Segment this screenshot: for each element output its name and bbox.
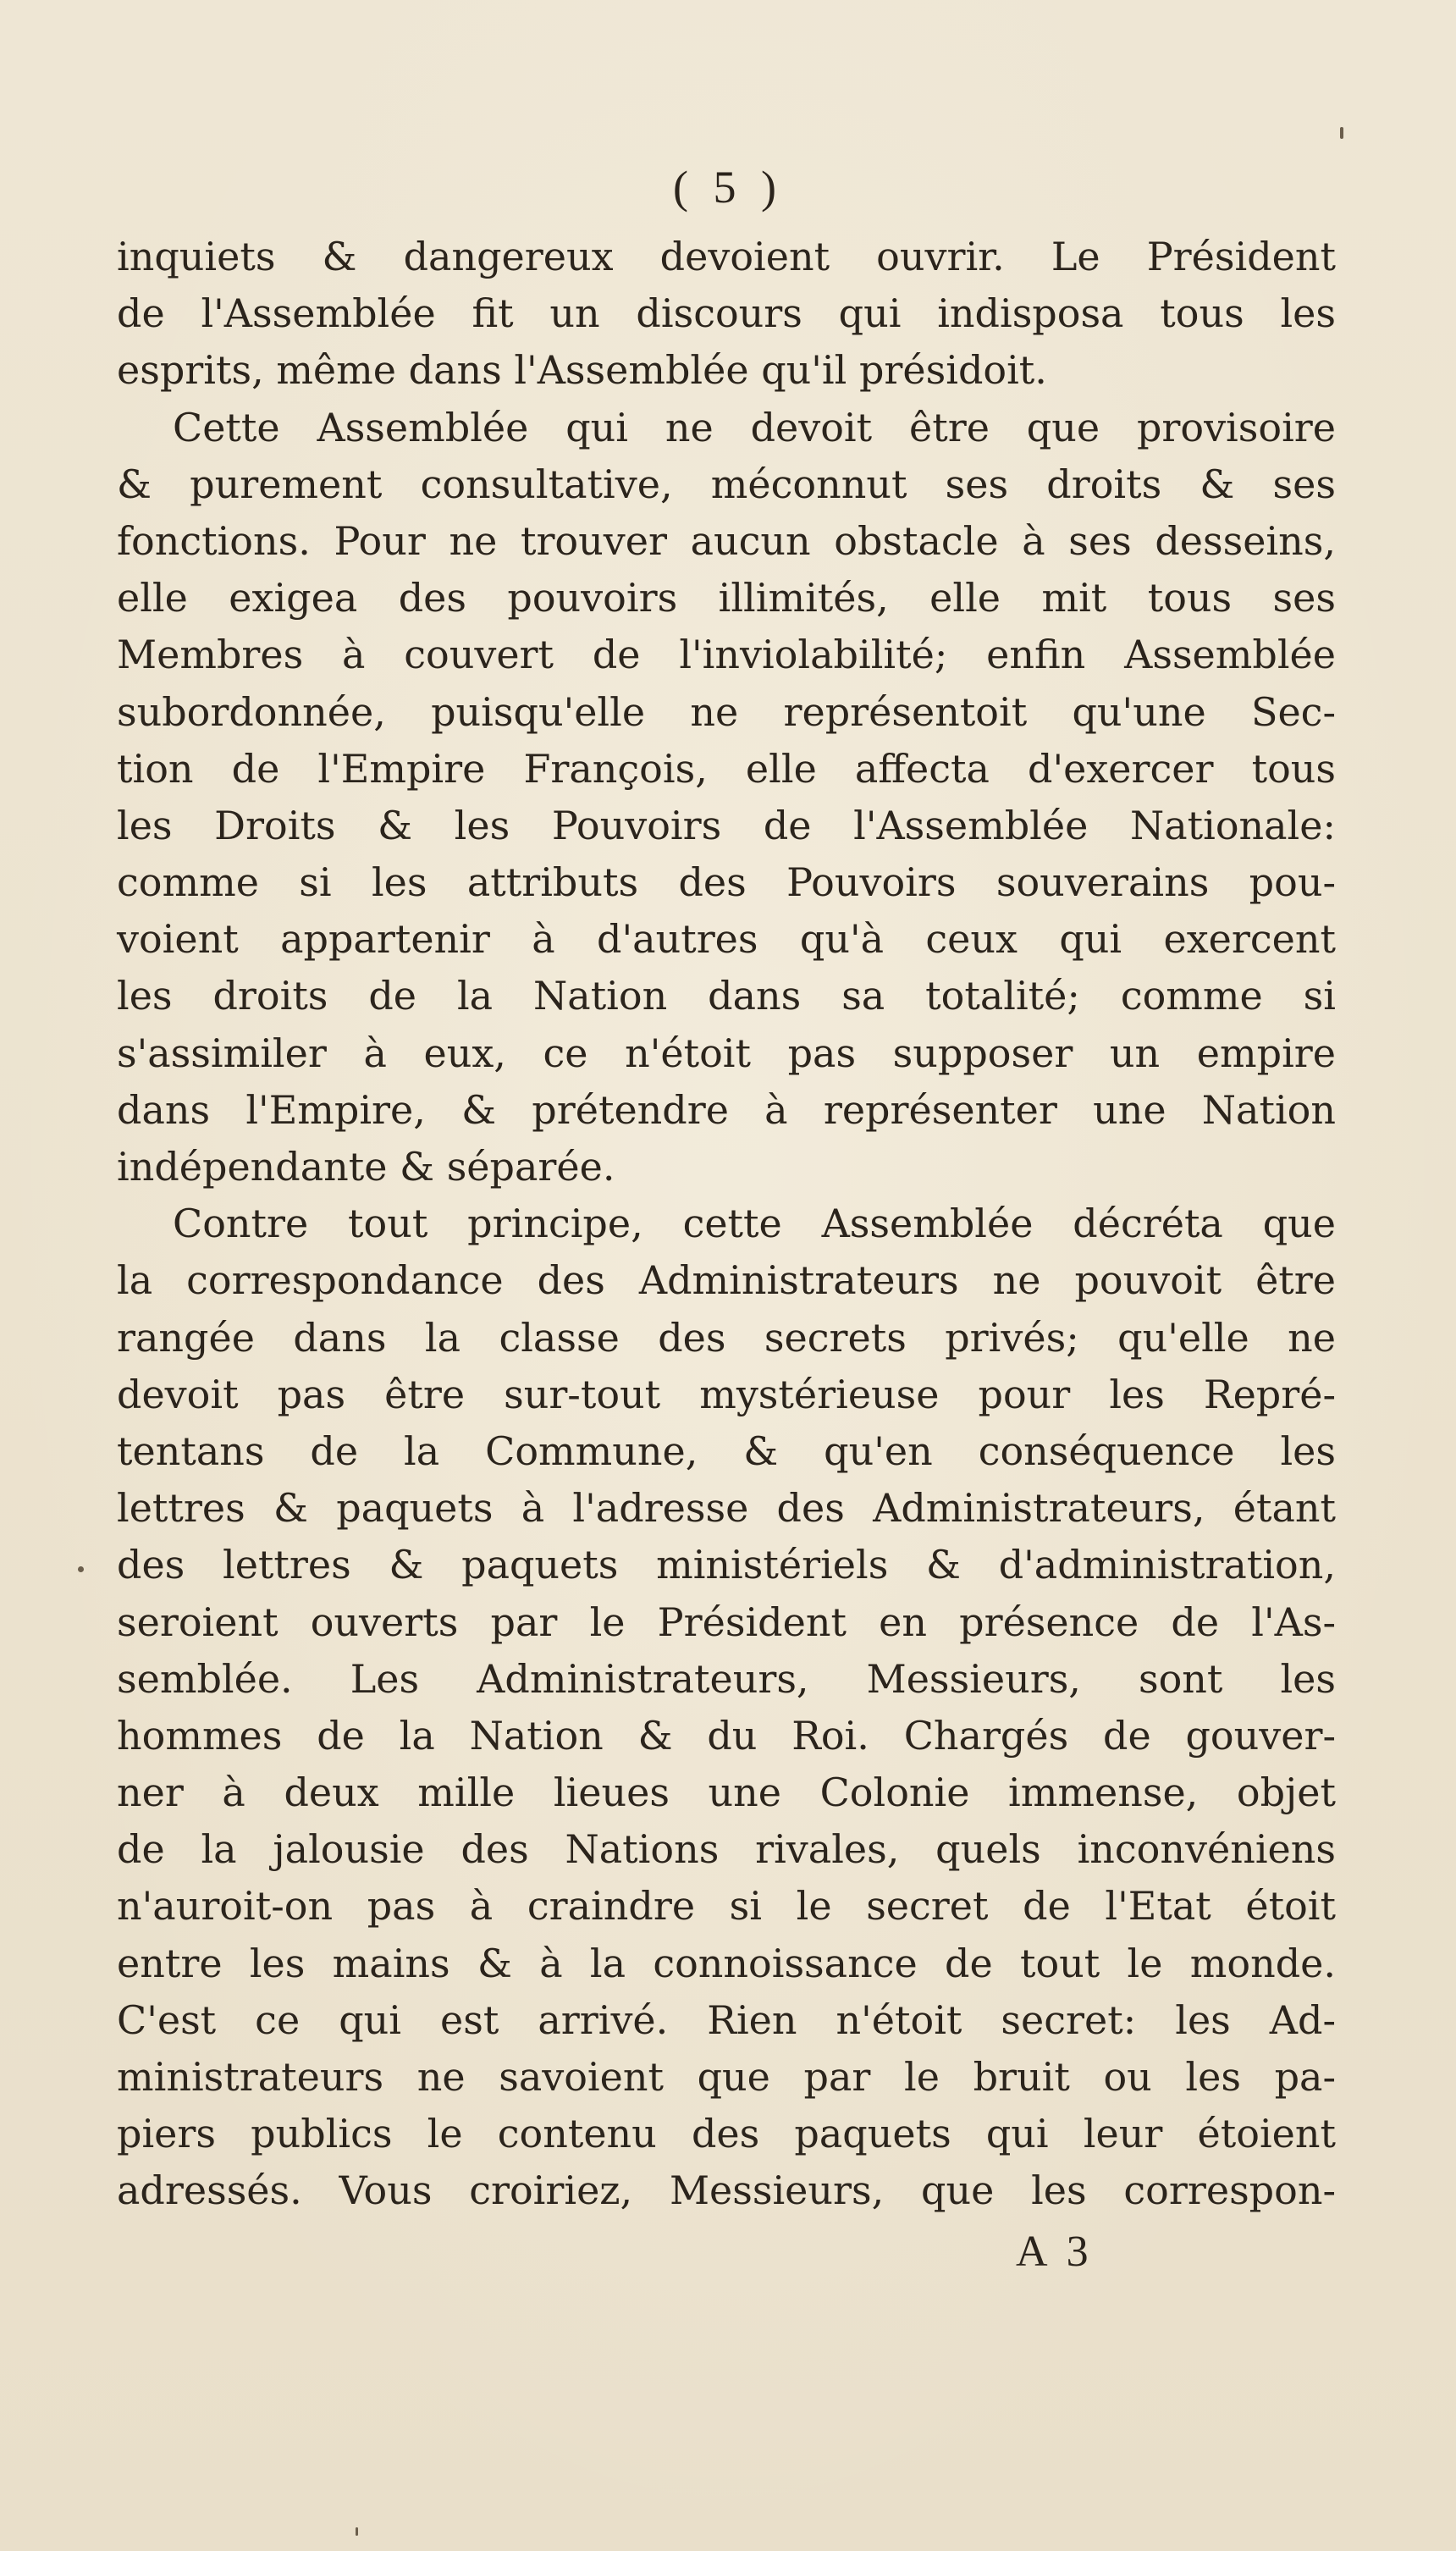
text-line: ner à deux mille lieues une Colonie immense, objet [117,1770,1336,1816]
text-line: piers publics le contenu des paquets qui leur étoient [117,2111,1336,2157]
text-line: inquiets & dangereux devoient ouvrir. Le Président [117,234,1336,279]
text-line: des lettres & paquets ministériels & d'administration, [117,1542,1336,1588]
text-line: ministrateurs ne savoient que par le bruit ou les pa- [117,2054,1336,2100]
text-line: rangée dans la classe des secrets privés; qu'elle ne [117,1314,1336,1361]
text-line: seroient ouverts par le Président en présence de l'As- [117,1599,1336,1645]
text-line: voient appartenir à d'autres qu'à ceux qui exercent [117,916,1336,963]
text-line: les Droits & les Pouvoirs de l'Assemblée Nationale: [117,802,1336,848]
page-number: ( 5 ) [673,162,783,213]
signature-mark: A 3 [1016,2228,1094,2276]
text-line: indépendante & séparée. [117,1144,615,1190]
text-line: semblée. Les Administrateurs, Messieurs, sont les [117,1655,1336,1702]
body-text [117,229,1336,2220]
text-line: adressés. Vous croiriez, Messieurs, que les correspon- [117,2167,1336,2214]
ink-speck [1340,127,1343,139]
ink-speck [356,2527,358,2536]
text-line: les droits de la Nation dans sa totalité; comme si [117,973,1336,1019]
text-line: devoit pas être sur-tout mystérieuse pour les Repré- [117,1371,1336,1417]
text-line: Contre tout principe, cette Assemblée décréta que [173,1201,1336,1247]
text-line: Membres à couvert de l'inviolabilité; enfin Assemblée [117,632,1336,678]
text-line: s'assimiler à eux, ce n'étoit pas supposer un empire [117,1030,1336,1076]
text-line: Cette Assemblée qui ne devoit être que provisoire [173,404,1336,450]
text-line: elle exigea des pouvoirs illimités, elle mit tous ses [117,575,1336,621]
text-line: de la jalousie des Nations rivales, quels inconvéniens [117,1826,1336,1873]
text-line: dans l'Empire, & prétendre à représenter une Nation [117,1086,1336,1133]
ink-speck [78,1566,84,1572]
text-line: tentans de la Commune, & qu'en conséquence les [117,1427,1336,1474]
text-line: tion de l'Empire François, elle affecta d'exercer tous [117,745,1336,792]
text-line: n'auroit-on pas à craindre si le secret de l'Etat étoit [117,1883,1336,1930]
text-line: hommes de la Nation & du Roi. Chargés de gouver- [117,1712,1336,1759]
text-line: C'est ce qui est arrivé. Rien n'étoit secret: les Ad- [117,1996,1336,2043]
text-line: esprits, même dans l'Assemblée qu'il présidoit. [117,347,1047,394]
text-line: entre les mains & à la connoissance de tout le monde. [117,1940,1336,1986]
text-line: subordonnée, puisqu'elle ne représentoit qu'une Sec- [117,688,1336,735]
text-line: & purement consultative, méconnut ses droits & ses [117,461,1336,507]
text-line: lettres & paquets à l'adresse des Administrateurs, étant [117,1485,1336,1532]
text-line: de l'Assemblée fit un discours qui indisposa tous les [117,290,1336,337]
text-line: fonctions. Pour ne trouver aucun obstacle à ses desseins, [117,517,1336,564]
text-line: la correspondance des Administrateurs ne pouvoit être [117,1257,1336,1304]
text-line: comme si les attributs des Pouvoirs souverains pou- [117,859,1336,906]
